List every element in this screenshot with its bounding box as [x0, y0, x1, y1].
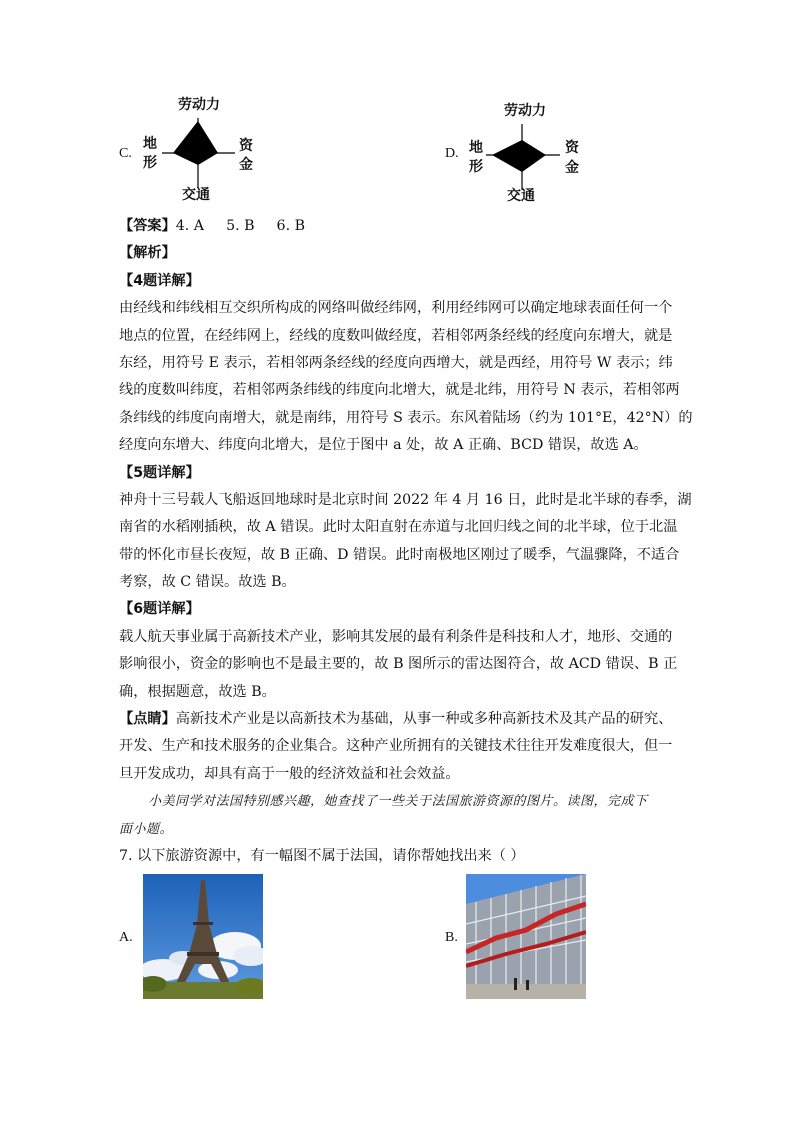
- q4-header: 【4题详解】: [119, 272, 200, 289]
- q7-option-b-letter: B.: [445, 930, 458, 945]
- q7-option-a-letter: A.: [119, 930, 133, 945]
- q5-text-line: 考察，故 C 错误。故选 B。: [119, 574, 296, 591]
- intro-line: 面小题。: [119, 821, 174, 837]
- analysis-label: 【解析】: [119, 245, 176, 262]
- radar-label-terrain-2: 形: [143, 155, 157, 171]
- answer-item: 5. B: [226, 218, 255, 234]
- q7-stem: 7. 以下旅游资源中，有一幅图不属于法国，请你帮她找出来（ ）: [119, 847, 525, 864]
- radar-label-capital-2: 金: [565, 160, 579, 176]
- radar-label-terrain-1: 地: [143, 136, 157, 152]
- answer-item: 4. A: [175, 218, 205, 234]
- q6-text-line: 影响很小，资金的影响也不是最主要的，故 B 图所示的雷达图符合，故 ACD 错误、B 正: [119, 656, 678, 673]
- q6-header: 【6题详解】: [119, 601, 200, 618]
- radar-chart-d: [466, 100, 586, 210]
- radar-label-labor: 劳动力: [178, 97, 220, 113]
- answer-label: 【答案】: [119, 218, 176, 234]
- pompidou-centre-photo: [466, 874, 586, 999]
- tip-text-line: 开发、生产和技术服务的企业集合。这种产业所拥有的关键技术往往开发难度很大，但一: [119, 738, 673, 755]
- answer-line: [119, 213, 675, 240]
- radar-label-capital-2: 金: [239, 157, 253, 173]
- intro-line: 小美同学对法国特别感兴趣，她查找了一些关于法国旅游资源的图片。读图，完成下: [148, 794, 648, 810]
- tip-line: [119, 706, 675, 733]
- radar-label-transport: 交通: [507, 188, 535, 204]
- q4-text-line: 条纬线的纬度向南增大，就是南纬，用符号 S 表示。东风着陆场（约为 101°E，42°N）的: [119, 409, 693, 426]
- tip-text-line: 高新技术产业是以高新技术为基础，从事一种或多种高新技术及其产品的研究、: [175, 711, 673, 728]
- q5-text-line: 神舟十三号载人飞船返回地球时是北京时间 2022 年 4 月 16 日，此时是北半球的春季，湖: [119, 491, 692, 508]
- radar-label-terrain-2: 形: [469, 159, 483, 175]
- q5-header: 【5题详解】: [119, 464, 200, 481]
- tip-text-line: 旦开发成功，却具有高于一般的经济效益和社会效益。: [119, 765, 460, 782]
- radar-label-terrain-1: 地: [469, 140, 483, 156]
- radar-chart-c: [140, 96, 260, 206]
- q5-text-line: 带的怀化市昼长夜短，故 B 正确、D 错误。此时南极地区刚过了暖季，气温骤降，不适合: [119, 546, 680, 563]
- tip-header: 【点睛】: [119, 711, 176, 728]
- q6-text-line: 确，根据题意，故选 B。: [119, 683, 276, 700]
- q5-text-line: 南省的水稻刚插秧，故 A 错误。此时太阳直射在赤道与北回归线之间的北半球，位于北温: [119, 519, 678, 536]
- answer-item: 6. B: [276, 218, 306, 234]
- q4-text-line: 由经线和纬线相互交织所构成的网络叫做经纬网，利用经纬网可以确定地球表面任何一个: [119, 300, 673, 317]
- q6-text-line: 载人航天事业属于高新技术产业，影响其发展的最有利条件是科技和人才，地形、交通的: [119, 628, 673, 645]
- q4-text-line: 经度向东增大、纬度向北增大，是位于图中 a 处，故 A 正确、BCD 错误，故选 A。: [119, 437, 648, 454]
- q4-text-line: 线的度数叫纬度，若相邻两条纬线的纬度向北增大，就是北纬，用符号 N 表示，若相邻两: [119, 382, 680, 399]
- option-c-letter: C.: [119, 146, 132, 161]
- radar-label-capital-1: 资: [565, 140, 579, 156]
- radar-shape-d: [466, 100, 586, 210]
- radar-shape-c: [140, 96, 260, 206]
- radar-label-capital-1: 资: [239, 138, 253, 154]
- option-d-letter: D.: [445, 146, 459, 161]
- q4-text-line: 地点的位置，在经纬网上，经线的度数叫做经度，若相邻两条经线的经度向东增大，就是: [119, 327, 673, 344]
- answer-analysis-block: [119, 213, 693, 870]
- radar-label-labor: 劳动力: [504, 103, 546, 119]
- q4-text-line: 东经，用符号 E 表示，若相邻两条经线的经度向西增大，就是西经，用符号 W 表示；纬: [119, 354, 673, 371]
- radar-label-transport: 交通: [182, 187, 210, 203]
- eiffel-tower-photo: [143, 874, 263, 999]
